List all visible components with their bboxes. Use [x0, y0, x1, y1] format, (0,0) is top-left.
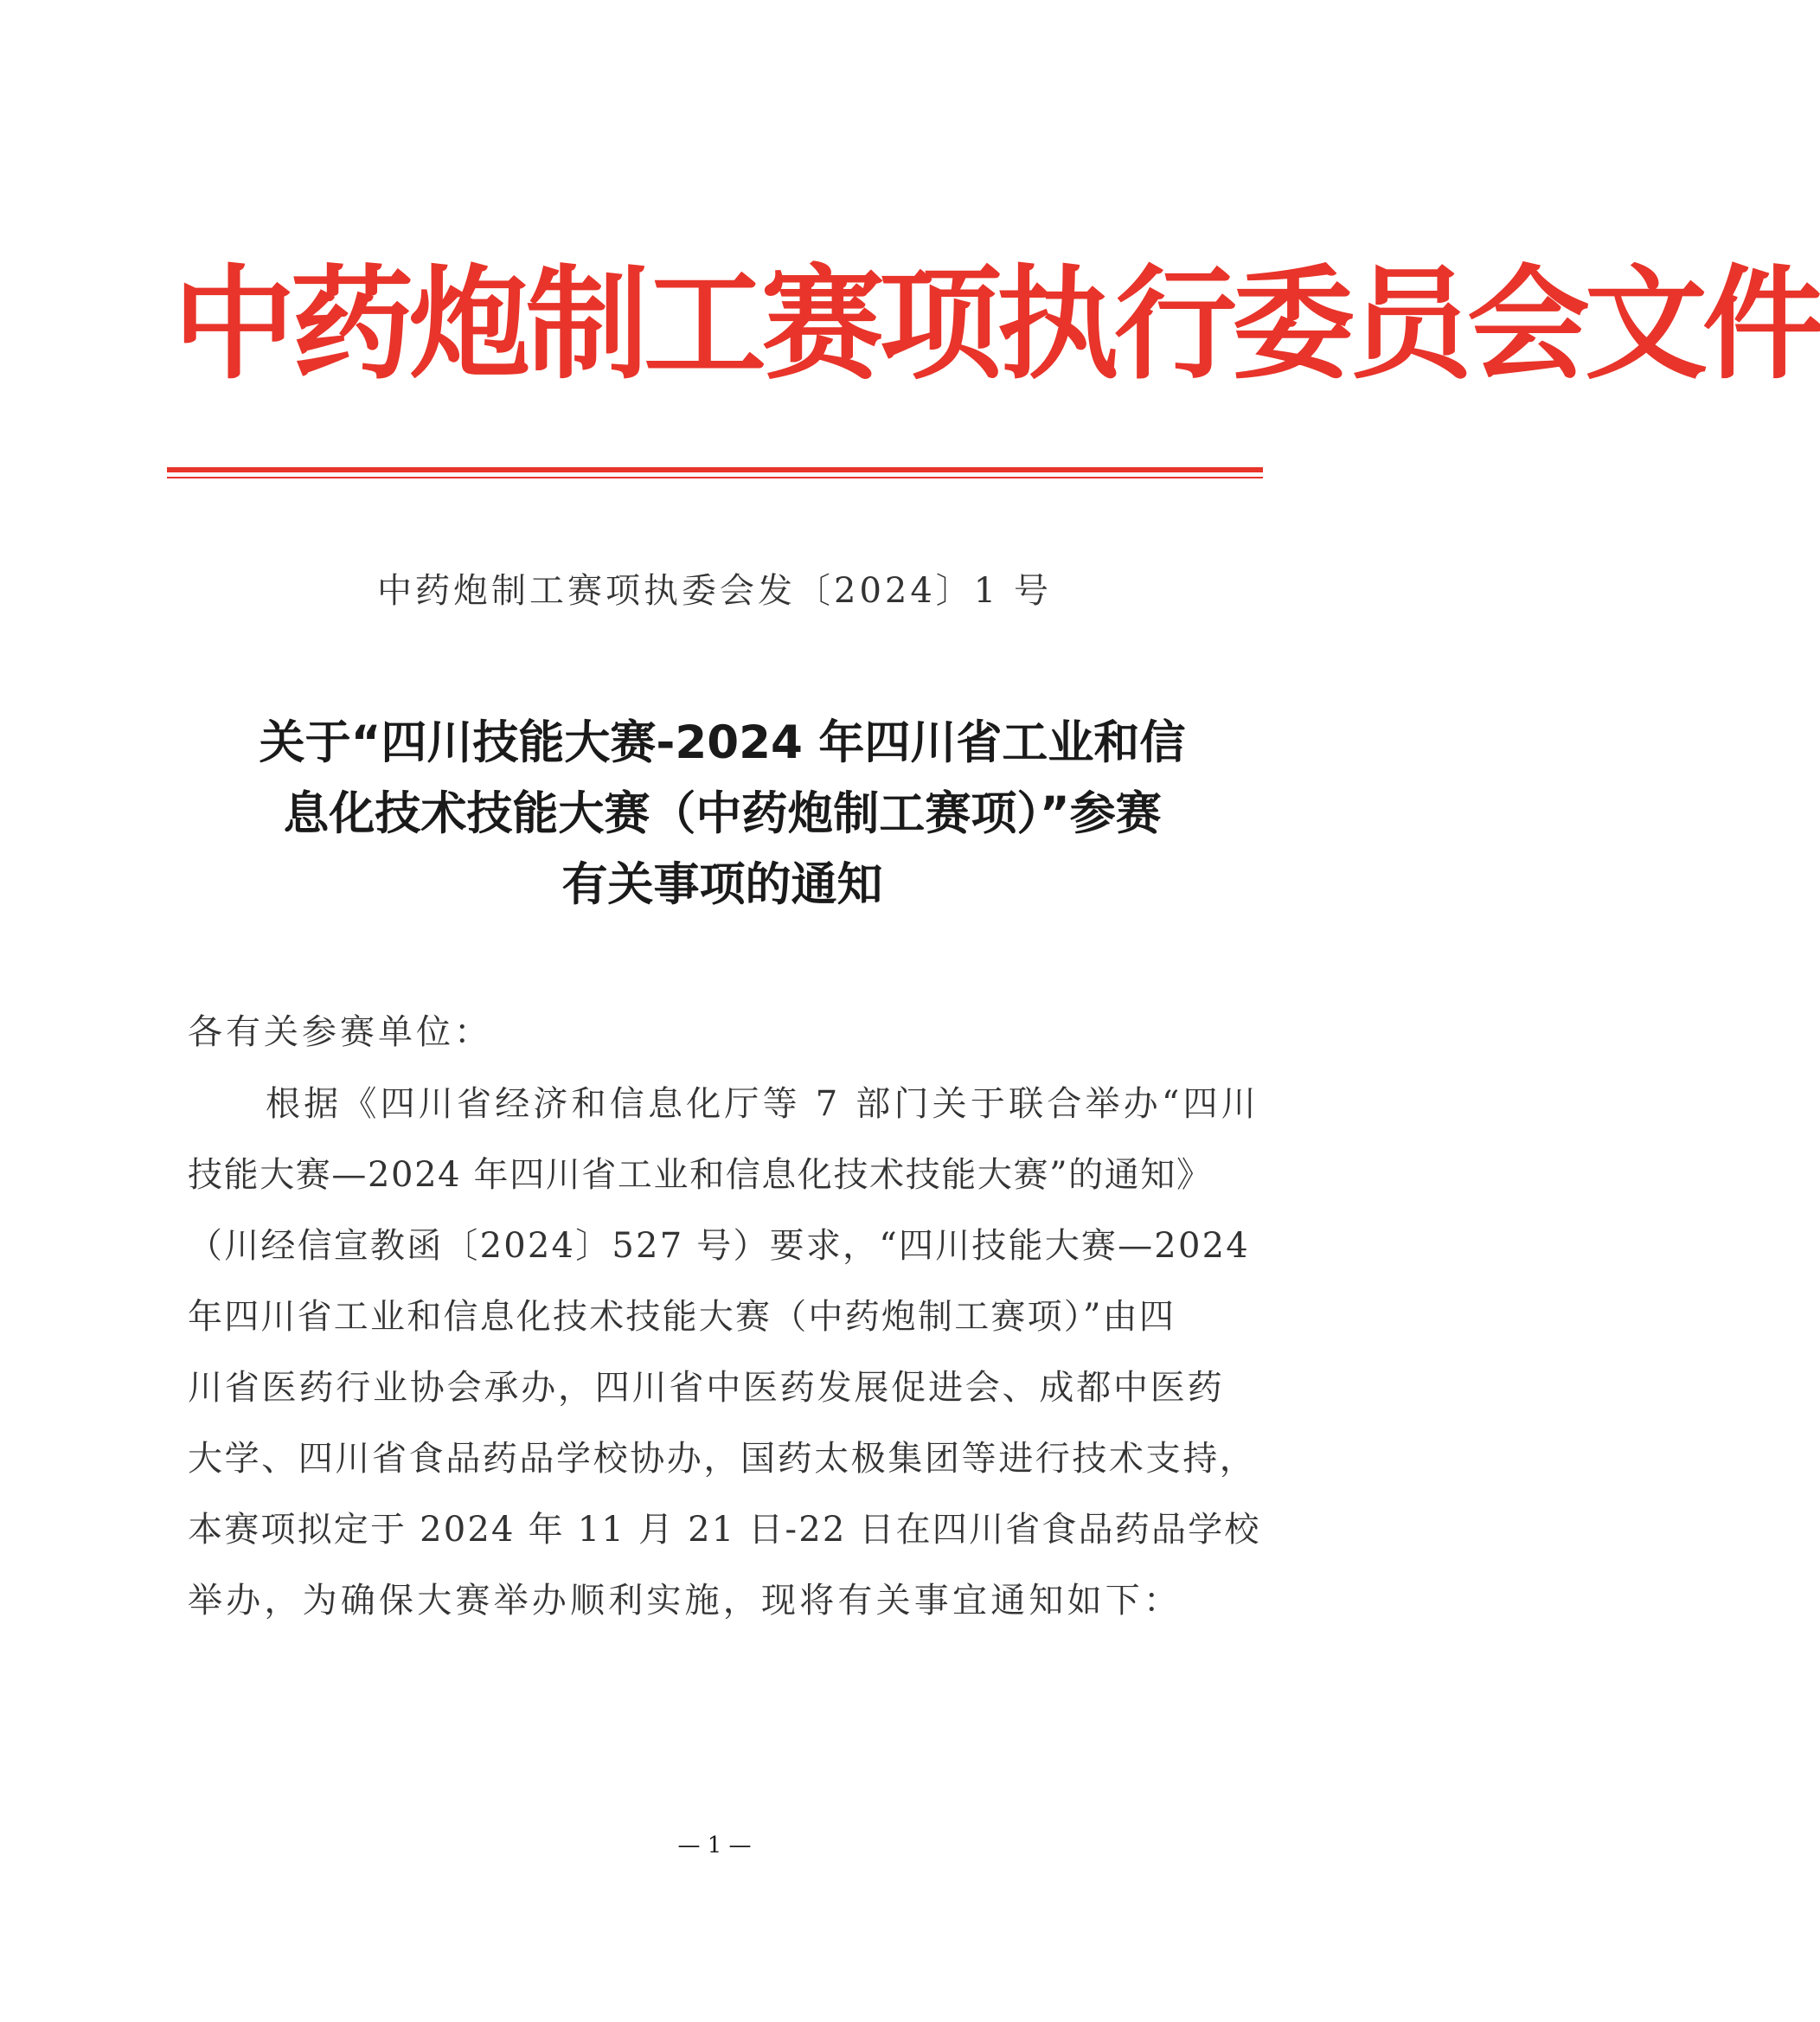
- body-line: 本赛项拟定于 2024 年 11 月 21 日-22 日在四川省食品药品学校: [188, 1510, 1261, 1550]
- document-number: 中药炮制工赛项执委会发〔2024〕1 号: [377, 571, 1052, 611]
- body-line: 举办，为确保大赛举办顺利实施，现将有关事宜通知如下：: [188, 1581, 1182, 1621]
- notice-title: [186, 708, 1259, 921]
- body-line: 大学、四川省食品药品学校协办，国药太极集团等进行技术支持，: [188, 1439, 1257, 1479]
- document-header-title: 中药炮制工赛项执行委员会文件: [173, 254, 1820, 396]
- header-red-rule: [167, 467, 1263, 472]
- body-line: 川省医药行业协会承办，四川省中医药发展促进会、成都中医药: [188, 1368, 1225, 1408]
- header-red-rule-thin: [167, 477, 1263, 478]
- notice-title-line: 息化技术技能大赛（中药炮制工赛项）”参赛: [283, 787, 1162, 840]
- body-line: 技能大赛—2024 年四川省工业和信息化技术技能大赛”的通知》: [188, 1155, 1213, 1195]
- page-number: — 1 —: [677, 1833, 752, 1858]
- body-line: 根据《四川省经济和信息化厅等 7 部门关于联合举办“四川: [266, 1084, 1259, 1124]
- body-line: 年四川省工业和信息化技术技能大赛（中药炮制工赛项）”由四: [188, 1297, 1176, 1337]
- notice-title-line: 有关事项的通知: [561, 858, 883, 911]
- salutation: 各有关参赛单位：: [188, 1012, 492, 1052]
- body-line: （川经信宣教函〔2024〕527 号）要求，“四川技能大赛—2024: [188, 1226, 1250, 1266]
- notice-title-line: 关于“四川技能大赛-2024 年四川省工业和信: [259, 716, 1186, 769]
